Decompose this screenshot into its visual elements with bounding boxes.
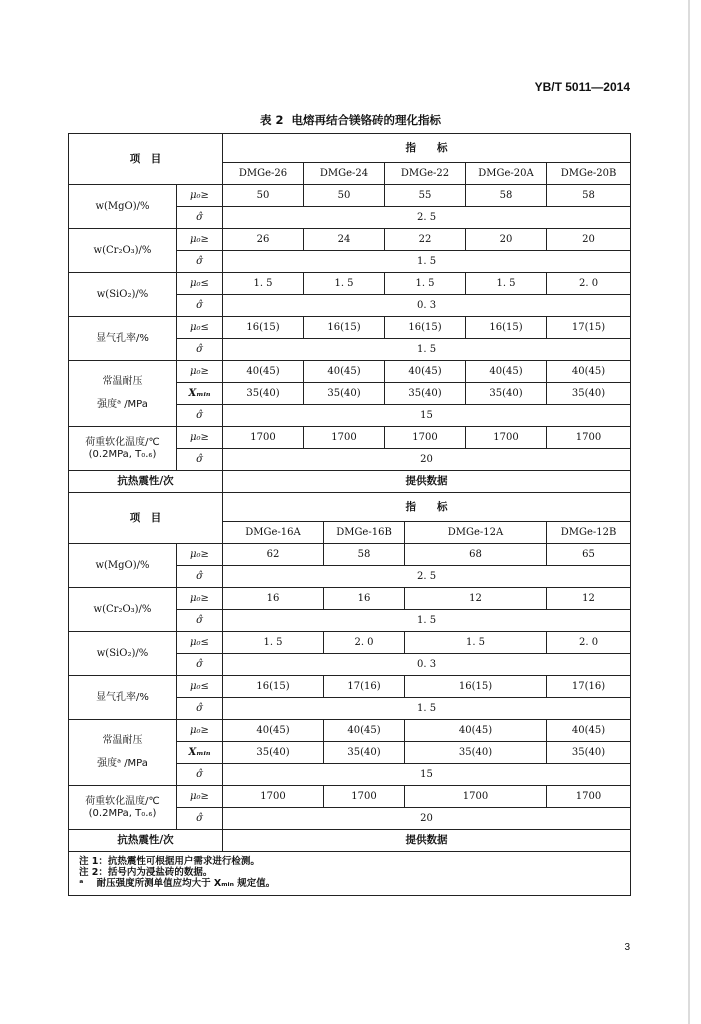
sigma-value: 2. 5 <box>223 566 631 588</box>
value-cell: 35(40) <box>547 742 631 764</box>
footnote-text: 耐压强度所测单值应均大于 Xₘᵢₙ 规定值。 <box>96 877 276 889</box>
value-cell: 62 <box>223 544 324 566</box>
porosity-row <box>69 676 631 698</box>
value-cell: 68 <box>405 544 547 566</box>
grade-cell: DMGe-12A <box>405 522 547 544</box>
value-cell: 1. 5 <box>385 273 466 295</box>
ccs-label-line2: 强度ᵃ /MPa <box>97 758 148 770</box>
mgo-label: w(MgO)/% <box>69 185 177 229</box>
value-cell: 2. 0 <box>547 273 631 295</box>
value-cell: 58 <box>466 185 547 207</box>
value-cell: 1. 5 <box>466 273 547 295</box>
grade-cell: DMGe-12B <box>547 522 631 544</box>
sigma-symbol: σ̂ <box>177 808 223 830</box>
header-row <box>69 134 631 163</box>
value-cell: 12 <box>547 588 631 610</box>
sigma-symbol: σ̂ <box>177 339 223 361</box>
value-cell: 35(40) <box>385 383 466 405</box>
value-cell: 40(45) <box>547 720 631 742</box>
sigma-value: 0. 3 <box>223 654 631 676</box>
value-cell: 40(45) <box>324 720 405 742</box>
mgo-row <box>69 544 631 566</box>
ccs-label <box>69 720 177 786</box>
value-cell: 40(45) <box>405 720 547 742</box>
cr2o3-label: w(Cr₂O₃)/% <box>69 229 177 273</box>
rul-label-line1: 荷重软化温度/℃ <box>85 437 160 448</box>
value-cell: 12 <box>405 588 547 610</box>
footnote-mark: ᵃ <box>79 877 84 889</box>
value-cell: 40(45) <box>304 361 385 383</box>
sigma-value: 20 <box>223 808 631 830</box>
note-2: 注 2：括号内为浸盐砖的数据。 <box>79 866 213 878</box>
table-caption <box>0 112 701 128</box>
rul-label-line1: 荷重软化温度/℃ <box>85 796 160 807</box>
value-cell: 16 <box>324 588 405 610</box>
sigma-symbol: σ̂ <box>177 207 223 229</box>
sio2-row <box>69 632 631 654</box>
grade-cell: DMGe-20A <box>466 163 547 185</box>
value-cell: 1700 <box>405 786 547 808</box>
mu-le-symbol: μ₀≤ <box>177 632 223 654</box>
mu-ge-symbol: μ₀≥ <box>177 544 223 566</box>
ccs-label <box>69 361 177 427</box>
porosity-label: 显气孔率/% <box>69 317 177 361</box>
value-cell: 50 <box>223 185 304 207</box>
value-cell: 35(40) <box>466 383 547 405</box>
rul-label-line2: (0.2MPa, T₀.₆) <box>88 807 157 819</box>
sigma-symbol: σ̂ <box>177 566 223 588</box>
value-cell: 1. 5 <box>304 273 385 295</box>
value-cell: 1700 <box>547 786 631 808</box>
cr2o3-row <box>69 229 631 251</box>
value-cell: 40(45) <box>223 361 304 383</box>
mu-ge-symbol: μ₀≥ <box>177 229 223 251</box>
value-cell: 20 <box>547 229 631 251</box>
rul-label <box>69 786 177 830</box>
ccs-label-line1: 常温耐压 <box>102 376 143 388</box>
sigma-value: 1. 5 <box>223 339 631 361</box>
value-cell: 1700 <box>304 427 385 449</box>
value-cell: 2. 0 <box>547 632 631 654</box>
value-cell: 1700 <box>223 786 324 808</box>
value-cell: 1700 <box>547 427 631 449</box>
porosity-label: 显气孔率/% <box>69 676 177 720</box>
value-cell: 35(40) <box>304 383 385 405</box>
value-cell: 17(16) <box>324 676 405 698</box>
grade-cell: DMGe-16A <box>223 522 324 544</box>
value-cell: 1700 <box>324 786 405 808</box>
item-header: 项 目 <box>69 493 223 544</box>
mu-le-symbol: μ₀≤ <box>177 317 223 339</box>
sigma-symbol: σ̂ <box>177 251 223 273</box>
note-1: 注 1：抗热震性可根据用户需求进行检测。 <box>79 856 260 867</box>
value-cell: 40(45) <box>466 361 547 383</box>
rul-row <box>69 786 631 808</box>
cr2o3-label: w(Cr₂O₃)/% <box>69 588 177 632</box>
thermal-shock-row <box>69 830 631 852</box>
grade-cell: DMGe-20B <box>547 163 631 185</box>
value-cell: 58 <box>547 185 631 207</box>
rul-row <box>69 427 631 449</box>
sigma-symbol: σ̂ <box>177 654 223 676</box>
value-cell: 40(45) <box>223 720 324 742</box>
value-cell: 1700 <box>223 427 304 449</box>
sigma-symbol: σ̂ <box>177 764 223 786</box>
value-cell: 16(15) <box>466 317 547 339</box>
value-cell: 17(15) <box>547 317 631 339</box>
mgo-label: w(MgO)/% <box>69 544 177 588</box>
sigma-value: 20 <box>223 449 631 471</box>
value-cell: 16(15) <box>405 676 547 698</box>
sigma-value: 2. 5 <box>223 207 631 229</box>
value-cell: 2. 0 <box>324 632 405 654</box>
indicator-header: 指 标 <box>223 493 631 522</box>
value-cell: 35(40) <box>324 742 405 764</box>
mu-ge-symbol: μ₀≥ <box>177 427 223 449</box>
value-cell: 65 <box>547 544 631 566</box>
thermal-shock-row <box>69 471 631 493</box>
rul-label-line2: (0.2MPa, T₀.₆) <box>88 448 157 460</box>
value-cell: 40(45) <box>385 361 466 383</box>
porosity-row <box>69 317 631 339</box>
sigma-symbol: σ̂ <box>177 698 223 720</box>
xmin-symbol: Xₘᵢₙ <box>177 742 223 764</box>
page-number: 3 <box>624 942 630 953</box>
sio2-label: w(SiO₂)/% <box>69 632 177 676</box>
ccs-row <box>69 720 631 742</box>
value-cell: 35(40) <box>223 383 304 405</box>
xmin-symbol: Xₘᵢₙ <box>177 383 223 405</box>
notes-row <box>69 852 631 896</box>
sigma-value: 15 <box>223 764 631 786</box>
value-cell: 20 <box>466 229 547 251</box>
value-cell: 1. 5 <box>223 632 324 654</box>
sigma-value: 15 <box>223 405 631 427</box>
notes-cell <box>69 852 631 896</box>
standard-code: YB/T 5011—2014 <box>534 80 630 94</box>
value-cell: 35(40) <box>547 383 631 405</box>
sigma-symbol: σ̂ <box>177 405 223 427</box>
value-cell: 16 <box>223 588 324 610</box>
mu-ge-symbol: μ₀≥ <box>177 185 223 207</box>
grade-cell: DMGe-26 <box>223 163 304 185</box>
mu-ge-symbol: μ₀≥ <box>177 588 223 610</box>
indicator-header: 指 标 <box>223 134 631 163</box>
value-cell: 1. 5 <box>405 632 547 654</box>
value-cell: 55 <box>385 185 466 207</box>
value-cell: 1700 <box>385 427 466 449</box>
grade-cell: DMGe-24 <box>304 163 385 185</box>
mu-le-symbol: μ₀≤ <box>177 273 223 295</box>
mu-ge-symbol: μ₀≥ <box>177 720 223 742</box>
value-cell: 16(15) <box>223 676 324 698</box>
sigma-symbol: σ̂ <box>177 610 223 632</box>
value-cell: 58 <box>324 544 405 566</box>
value-cell: 24 <box>304 229 385 251</box>
thermal-shock-label: 抗热震性/次 <box>69 471 223 493</box>
ccs-label-line1: 常温耐压 <box>102 735 143 747</box>
scan-edge <box>688 0 690 1024</box>
ccs-row <box>69 361 631 383</box>
spec-table <box>68 133 631 896</box>
sio2-label: w(SiO₂)/% <box>69 273 177 317</box>
mu-ge-symbol: μ₀≥ <box>177 786 223 808</box>
provided-data: 提供数据 <box>223 830 631 852</box>
item-header: 项 目 <box>69 134 223 185</box>
value-cell: 16(15) <box>385 317 466 339</box>
sigma-symbol: σ̂ <box>177 295 223 317</box>
value-cell: 26 <box>223 229 304 251</box>
sigma-value: 1. 5 <box>223 610 631 632</box>
rul-label <box>69 427 177 471</box>
ccs-label-line2: 强度ᵃ /MPa <box>97 399 148 411</box>
mgo-row <box>69 185 631 207</box>
value-cell: 1. 5 <box>223 273 304 295</box>
value-cell: 35(40) <box>405 742 547 764</box>
table-title: 电熔再结合镁铬砖的理化指标 <box>291 113 441 127</box>
table-number: 表 2 <box>259 113 284 127</box>
value-cell: 1700 <box>466 427 547 449</box>
value-cell: 17(16) <box>547 676 631 698</box>
sigma-value: 1. 5 <box>223 698 631 720</box>
mu-le-symbol: μ₀≤ <box>177 676 223 698</box>
value-cell: 50 <box>304 185 385 207</box>
note-a <box>79 879 620 890</box>
provided-data: 提供数据 <box>223 471 631 493</box>
sigma-symbol: σ̂ <box>177 449 223 471</box>
value-cell: 16(15) <box>223 317 304 339</box>
value-cell: 35(40) <box>223 742 324 764</box>
sio2-row <box>69 273 631 295</box>
cr2o3-row <box>69 588 631 610</box>
value-cell: 22 <box>385 229 466 251</box>
thermal-shock-label: 抗热震性/次 <box>69 830 223 852</box>
header-row <box>69 493 631 522</box>
grade-cell: DMGe-16B <box>324 522 405 544</box>
value-cell: 16(15) <box>304 317 385 339</box>
mu-ge-symbol: μ₀≥ <box>177 361 223 383</box>
sigma-value: 1. 5 <box>223 251 631 273</box>
sigma-value: 0. 3 <box>223 295 631 317</box>
value-cell: 40(45) <box>547 361 631 383</box>
grade-cell: DMGe-22 <box>385 163 466 185</box>
